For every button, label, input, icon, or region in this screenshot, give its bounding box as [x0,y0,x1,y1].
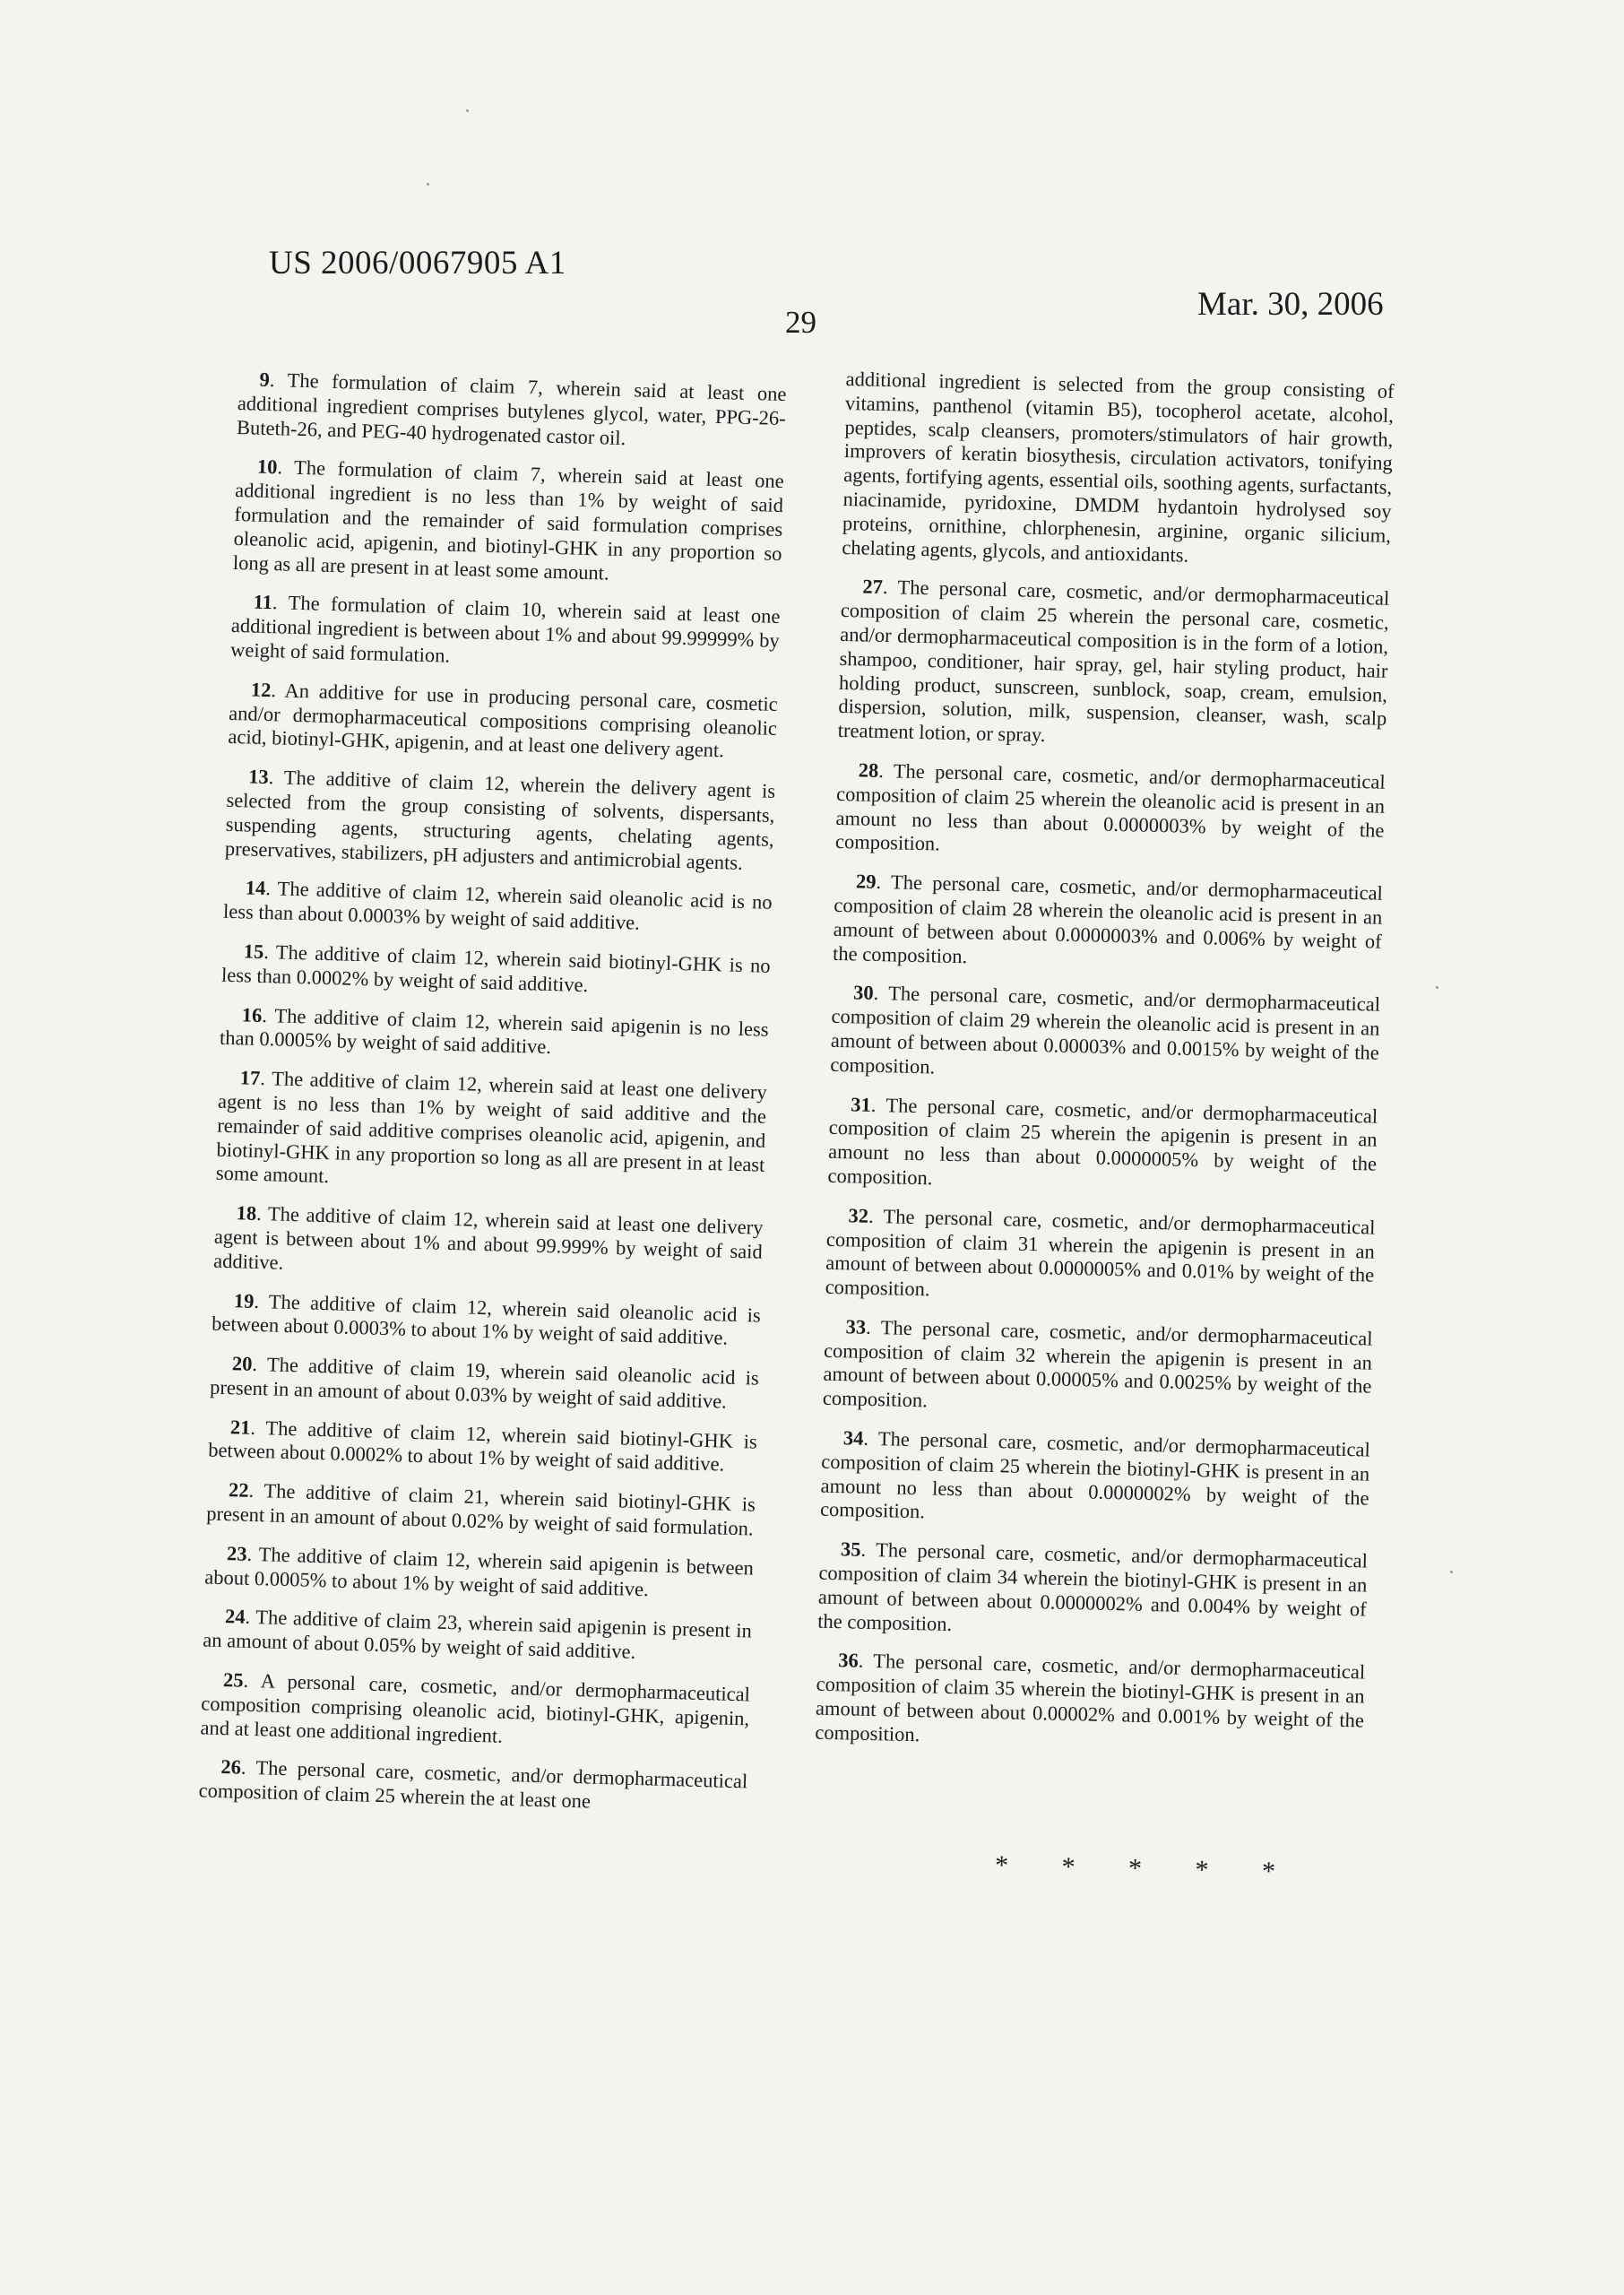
claim-number: 25 [222,1668,244,1692]
claim-number: 14 [245,876,266,900]
claim-number: 32 [848,1204,869,1227]
claim-36 [815,1649,1365,1757]
claim-9 [237,368,787,455]
claim-text: . The additive of claim 12, wherein the delivery agent is selected from the group consisting of solvents, dispersants, suspending agents, structuring agents, chelating agents, preservatives, stabilizers, pH adjusters and antimicrobial agents. [224,766,776,874]
claim-text: . The additive of claim 21, wherein said biotinyl-GHK is present in an amount of about 0.02% by weight of said formulation. [205,1479,756,1540]
scan-speck [1450,1571,1453,1573]
claim-14 [223,876,773,940]
claim-number: 12 [250,678,272,701]
claim-number: 27 [862,575,884,599]
claim-text: . The additive of claim 23, wherein said apigenin is present in an amount of about 0.05% by weight of said additive. [203,1606,753,1664]
claim-text: . The personal care, cosmetic, and/or dermopharmaceutical composition of claim 28 wherein the oleanolic acid is present in an amount of between about 0.0000003% and 0.006% by weight of the composition. [832,870,1384,967]
claim-29 [833,870,1383,978]
claim-text: . The additive of claim 12, wherein said biotinyl-GHK is no less than 0.0002% by weight of said additive. [220,940,771,996]
claim-33 [823,1315,1373,1424]
claim-number: 21 [229,1415,251,1439]
scan-speck [466,109,469,112]
claim-text: . The personal care, cosmetic, and/or dermopharmaceutical composition of claim 25 wherein the apigenin is present in an amount no less than about 0.0000005% by weight of the composition. [827,1093,1378,1190]
claim-number: 11 [253,590,273,614]
claim-number: 10 [256,455,278,479]
claim-11 [230,590,781,677]
claim-number: 18 [236,1201,257,1225]
claim-number: 30 [852,981,874,1005]
claim-number: 26 [220,1755,242,1780]
claim-16 [220,1002,769,1066]
claim-text: . The personal care, cosmetic, and/or dermopharmaceutical composition of claim 25 wherein the biotinyl-GHK is present in an amount no less than about 0.0000002% by weight of the composition. [819,1426,1371,1523]
claim-24 [203,1605,752,1668]
claims-column-right [815,368,1395,1772]
claim-35 [817,1537,1368,1646]
claim-20 [210,1352,759,1416]
claim-number: 36 [837,1649,860,1673]
claim-15 [221,940,771,1003]
claim-text: . The additive of claim 12, wherein said oleanolic acid is no less than about 0.0003% by weight of said additive. [222,877,773,934]
claim-text: . The additive of claim 12, wherein said apigenin is between about 0.0005% to about 1% by weight of said additive. [203,1542,755,1600]
claim-22 [206,1478,756,1542]
claim-number: 17 [239,1066,261,1090]
claim-text: . The additive of claim 12, wherein said at least one delivery agent is between about 1% and about 99.999% by weight of said additive. [212,1202,764,1274]
claim-30 [830,981,1380,1089]
claim-number: 34 [842,1426,864,1450]
claim-number: 31 [851,1092,872,1116]
claim-text: . The personal care, cosmetic, and/or dermopharmaceutical composition of claim 32 wherein the apigenin is present in an amount of between about 0.00005% and 0.0025% by weight of the composition. [822,1315,1373,1412]
claim-26-continuation: additional ingredient is selected from the group consisting of vitamins, panthenol (vitamin B5), tocopherol acetate, alcohol, peptides, scalp cleansers, promoters/stimulators of hair growth, improvers of keratin biosythesis, circulation activators, tonifying agents, fortifying agents, essential oils, soothing agents, surfactants, niacinamide, pyridoxine, DMDM hydantoin hydrolysed soy proteins, ornithine, chlorphenesin, arginine, organic silicium, chelating agents, glycols, and antioxidants. [842,368,1395,567]
claim-text: . The personal care, cosmetic, and/or dermopharmaceutical composition of claim 31 wherein the apigenin is present in an amount of between about 0.0000005% and 0.01% by weight of the composition. [825,1204,1376,1301]
claim-number: 24 [224,1605,246,1629]
claim-number: 33 [845,1315,867,1338]
claim-number: 19 [233,1288,255,1312]
claim-text: . An additive for use in producing personal care, cosmetic and/or dermopharmaceutical compositions comprising oleanolic acid, biotinyl-GHK, apigenin, and at least one delivery agent. [228,678,779,762]
claim-text: . The personal care, cosmetic, and/or dermopharmaceutical composition of claim 29 wherein the oleanolic acid is present in an amount of between about 0.00003% and 0.0015% by weight of the composition. [830,982,1381,1078]
claim-number: 22 [228,1478,249,1503]
claim-text: . The personal care, cosmetic, and/or dermopharmaceutical composition of claim 25 wherein the personal care, cosmetic, and/or dermopharmaceutical composition is in the form of a lotion, shampoo, conditioner, hair spray, gel, hair styling product, hair holding product, sunscreen, sunblock, soap, cream, emulsion, dispersion, solution, milk, suspension, cleanser, wash, scalp treatment lotion, or spray. [837,576,1390,747]
claim-text: . The formulation of claim 7, wherein said at least one additional ingredient comprises butylenes glycol, water, PPG-26-Buteth-26, and PEG-40 hydrogenated castor oil. [236,368,787,449]
claim-32 [825,1203,1375,1312]
claim-31 [827,1092,1378,1200]
claim-text: . The additive of claim 12, wherein said oleanolic acid is between about 0.0003% to about 1% by weight of said additive. [211,1289,762,1349]
claim-text: . The personal care, cosmetic, and/or dermopharmaceutical composition of claim 25 wherein the oleanolic acid is present in an amount no less than about 0.0000003% by weight of the composition. [834,758,1386,855]
claim-number: 20 [231,1352,253,1375]
claim-27 [837,575,1389,755]
scan-speck [427,183,429,186]
claim-text: . The additive of claim 19, wherein said oleanolic acid is present in an amount of about 0.03% by weight of said additive. [209,1352,760,1413]
page-number: 29 [785,305,816,340]
claim-number: 9 [259,368,271,391]
claim-text: . The formulation of claim 7, wherein said at least one additional ingredient is no less than 1% by weight of said formulation and the remainder of said formulation comprises oleanolic acid, apigenin, and biotinyl-GHK in any proportion so long as all are present in at least some amount. [232,455,785,585]
claim-number: 29 [855,870,877,894]
claim-text: . The additive of claim 12, wherein said at least one delivery agent is no less than 1% by weight of said additive and the remainder of said additive comprises oleanolic acid, apigenin, and biotinyl-GHK in any proportion so long as all are present in at least some amount. [215,1067,768,1188]
claims-column-left [198,368,786,1819]
claim-text: . The additive of claim 12, wherein said apigenin is no less than 0.0005% by weight of said additive. [219,1003,769,1059]
claim-18 [213,1201,764,1288]
claim-21 [208,1415,757,1478]
claim-10 [233,455,785,590]
claim-23 [204,1541,754,1605]
claim-text: . The formulation of claim 10, wherein said at least one additional ingredient is between about 1% and about 99.99999% by weight of said formulation. [229,591,781,667]
claim-number: 28 [858,758,879,782]
claim-text: . The personal care, cosmetic, and/or dermopharmaceutical composition of claim 35 wherein the biotinyl-GHK is present in an amount of between about 0.00002% and 0.001% by weight of the composition. [815,1650,1366,1746]
claim-34 [820,1426,1370,1535]
claim-number: 15 [243,940,264,963]
scan-speck [1436,986,1438,989]
claim-19 [212,1288,761,1352]
claim-text: . The additive of claim 12, wherein said biotinyl-GHK is between about 0.0002% to about 1% by weight of said additive. [207,1416,758,1477]
claim-17 [216,1066,768,1201]
claim-25 [200,1667,750,1754]
claim-number: 13 [247,765,270,789]
claim-text: . A personal care, cosmetic, and/or dermopharmaceutical composition comprising oleanolic acid, biotinyl-GHK, apigenin, and at least one additional ingredient. [200,1668,751,1747]
publication-date: Mar. 30, 2006 [1197,286,1384,323]
claim-number: 35 [840,1537,861,1561]
claim-12 [228,678,778,765]
claim-text: . The personal care, cosmetic, and/or dermopharmaceutical composition of claim 34 wherein the biotinyl-GHK is present in an amount of between about 0.0000002% and 0.004% by weight of the composition. [816,1537,1369,1635]
claim-28 [835,758,1386,867]
claim-number: 23 [226,1542,247,1565]
publication-number: US 2006/0067905 A1 [269,245,566,281]
claim-26 [198,1755,747,1819]
end-of-document-mark: * * * * * [994,1850,1300,1887]
page-header [0,0,1624,359]
claim-text: . The personal care, cosmetic, and/or dermopharmaceutical composition of claim 25 wherein the at least one [198,1756,748,1813]
claim-13 [225,765,776,876]
claim-number: 16 [241,1002,263,1026]
